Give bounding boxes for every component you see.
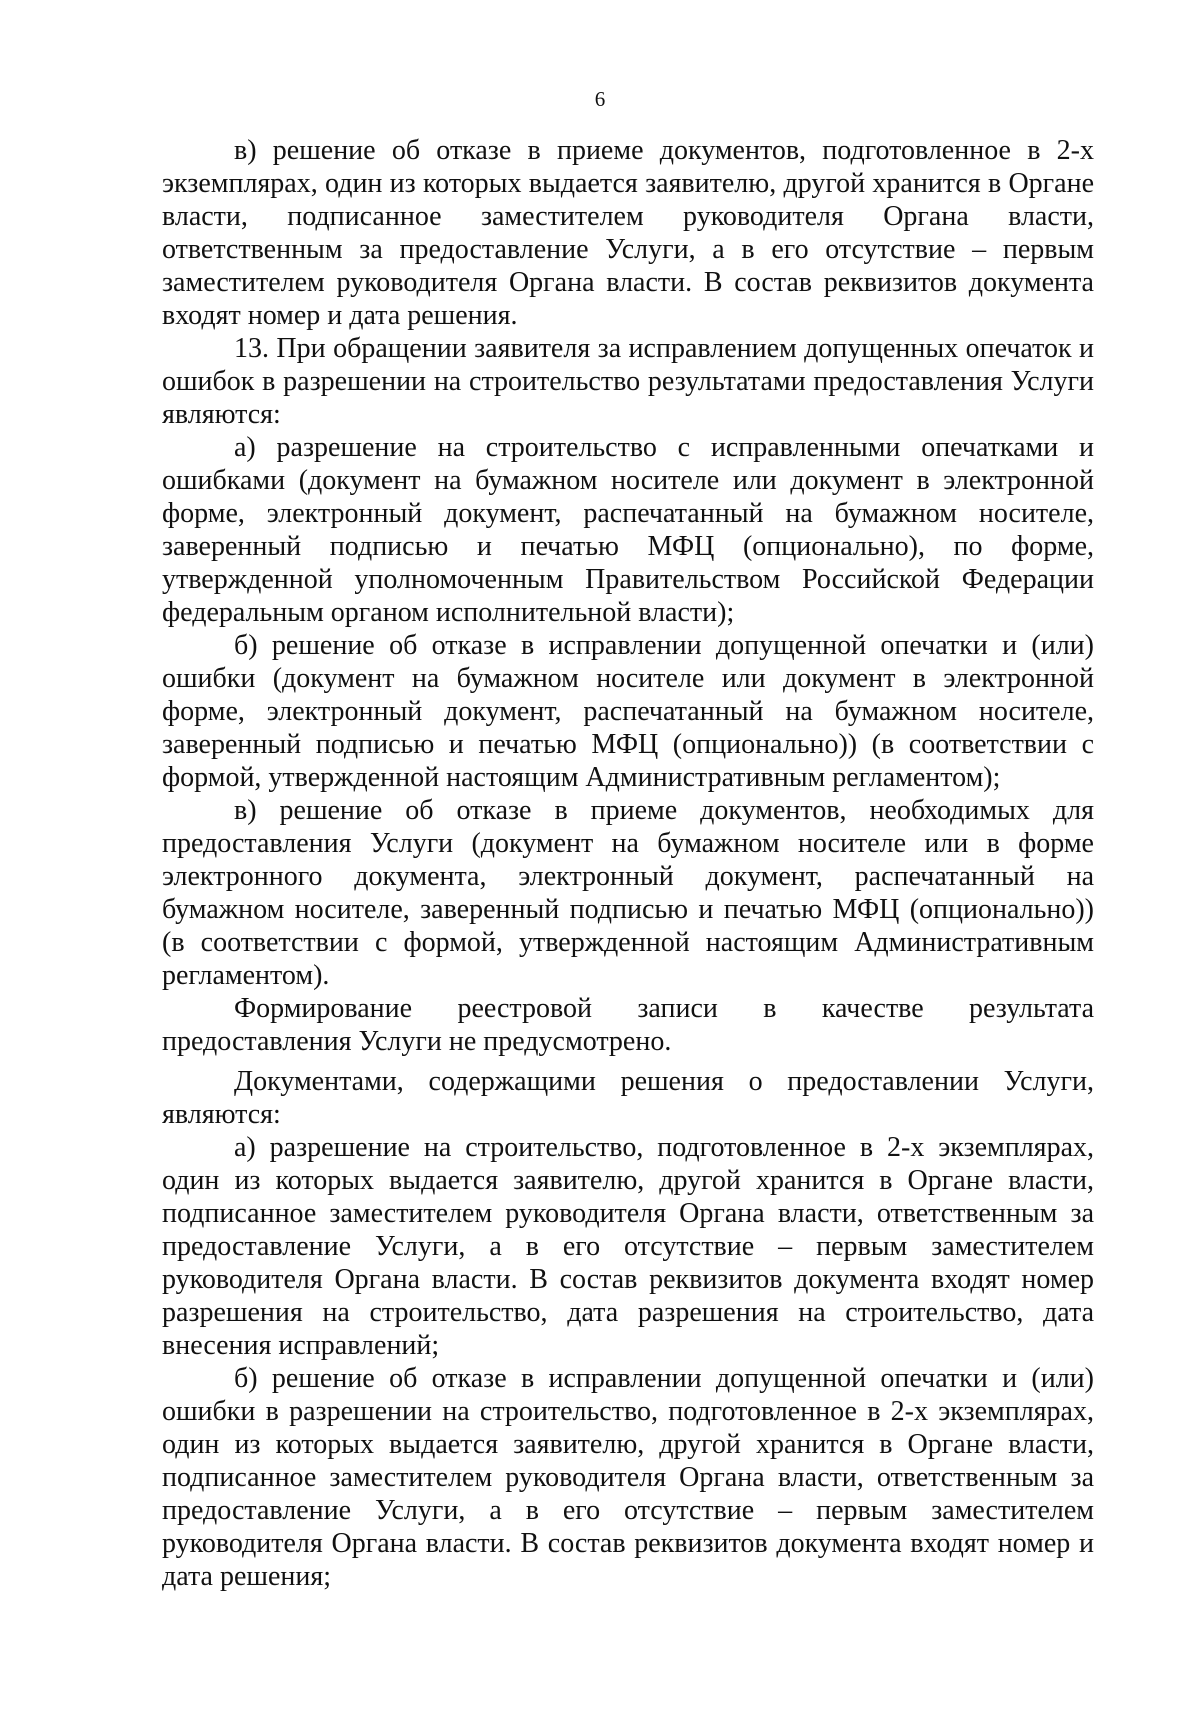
paragraph-item-b-refusal-copies: б) решение об отказе в исправлении допущенной опечатки и (или) ошибки в разрешении на строительство, подготовленное в 2-х экземплярах, один из которых выдается заявителю, другой хранится в Органе власти, подписанное заместителем руководителя Органа власти, ответственным за предоставление Услуги, а в его отсутствие – первым заместителем руководителя Органа власти. В состав реквизитов документа входят номер и дата решения; <box>162 1363 1094 1592</box>
paragraph-item-a-permit-copies: а) разрешение на строительство, подготовленное в 2-х экземплярах, один из которых выдается заявителю, другой хранится в Органе власти, подписанное заместителем руководителя Органа власти, ответственным за предоставление Услуги, а в его отсутствие – первым заместителем руководителя Органа власти. В состав реквизитов документа входят номер разрешения на строительство, дата разрешения на строительство, дата внесения исправлений; <box>162 1132 1094 1361</box>
paragraph-clause-13: 13. При обращении заявителя за исправлением допущенных опечаток и ошибок в разрешении на строительство результатами предоставления Услуги являются: <box>162 333 1094 430</box>
paragraph-item-b-correction-refusal: б) решение об отказе в исправлении допущенной опечатки и (или) ошибки (документ на бумажном носителе или документ в электронной форме, электронный документ, распечатанный на бумажном носителе, заверенный подписью и печатью МФЦ (опционально)) (в соответствии с формой, утвержденной настоящим Административным регламентом); <box>162 630 1094 793</box>
paragraph-item-v-rejection-acceptance: в) решение об отказе в приеме документов, подготовленное в 2-х экземплярах, один из которых выдается заявителю, другой хранится в Органе власти, подписанное заместителем руководителя Органа власти, ответственным за предоставление Услуги, а в его отсутствие – первым заместителем руководителя Органа власти. В состав реквизитов документа входят номер и дата решения. <box>162 135 1094 331</box>
page-number: 6 <box>594 87 606 111</box>
paragraph-item-a-corrected-permit: а) разрешение на строительство с исправленными опечатками и ошибками (документ на бумажном носителе или документ в электронной форме, электронный документ, распечатанный на бумажном носителе, заверенный подписью и печатью МФЦ (опционально), по форме, утвержденной уполномоченным Правительством Российской Федерации федеральным органом исполнительной власти); <box>162 432 1094 628</box>
paragraph-item-v-document-refusal: в) решение об отказе в приеме документов, необходимых для предоставления Услуги (документ на бумажном носителе или в форме электронного документа, электронный документ, распечатанный на бумажном носителе, заверенный подписью и печатью МФЦ (опционально)) (в соответствии с формой, утвержденной настоящим Административным регламентом). <box>162 795 1094 991</box>
paragraph-registry-record: Формирование реестровой записи в качестве результата предоставления Услуги не предусмотрено. <box>162 993 1094 1057</box>
paragraph-decision-documents-intro: Документами, содержащими решения о предоставлении Услуги, являются: <box>162 1066 1094 1130</box>
document-body <box>162 134 1094 1593</box>
